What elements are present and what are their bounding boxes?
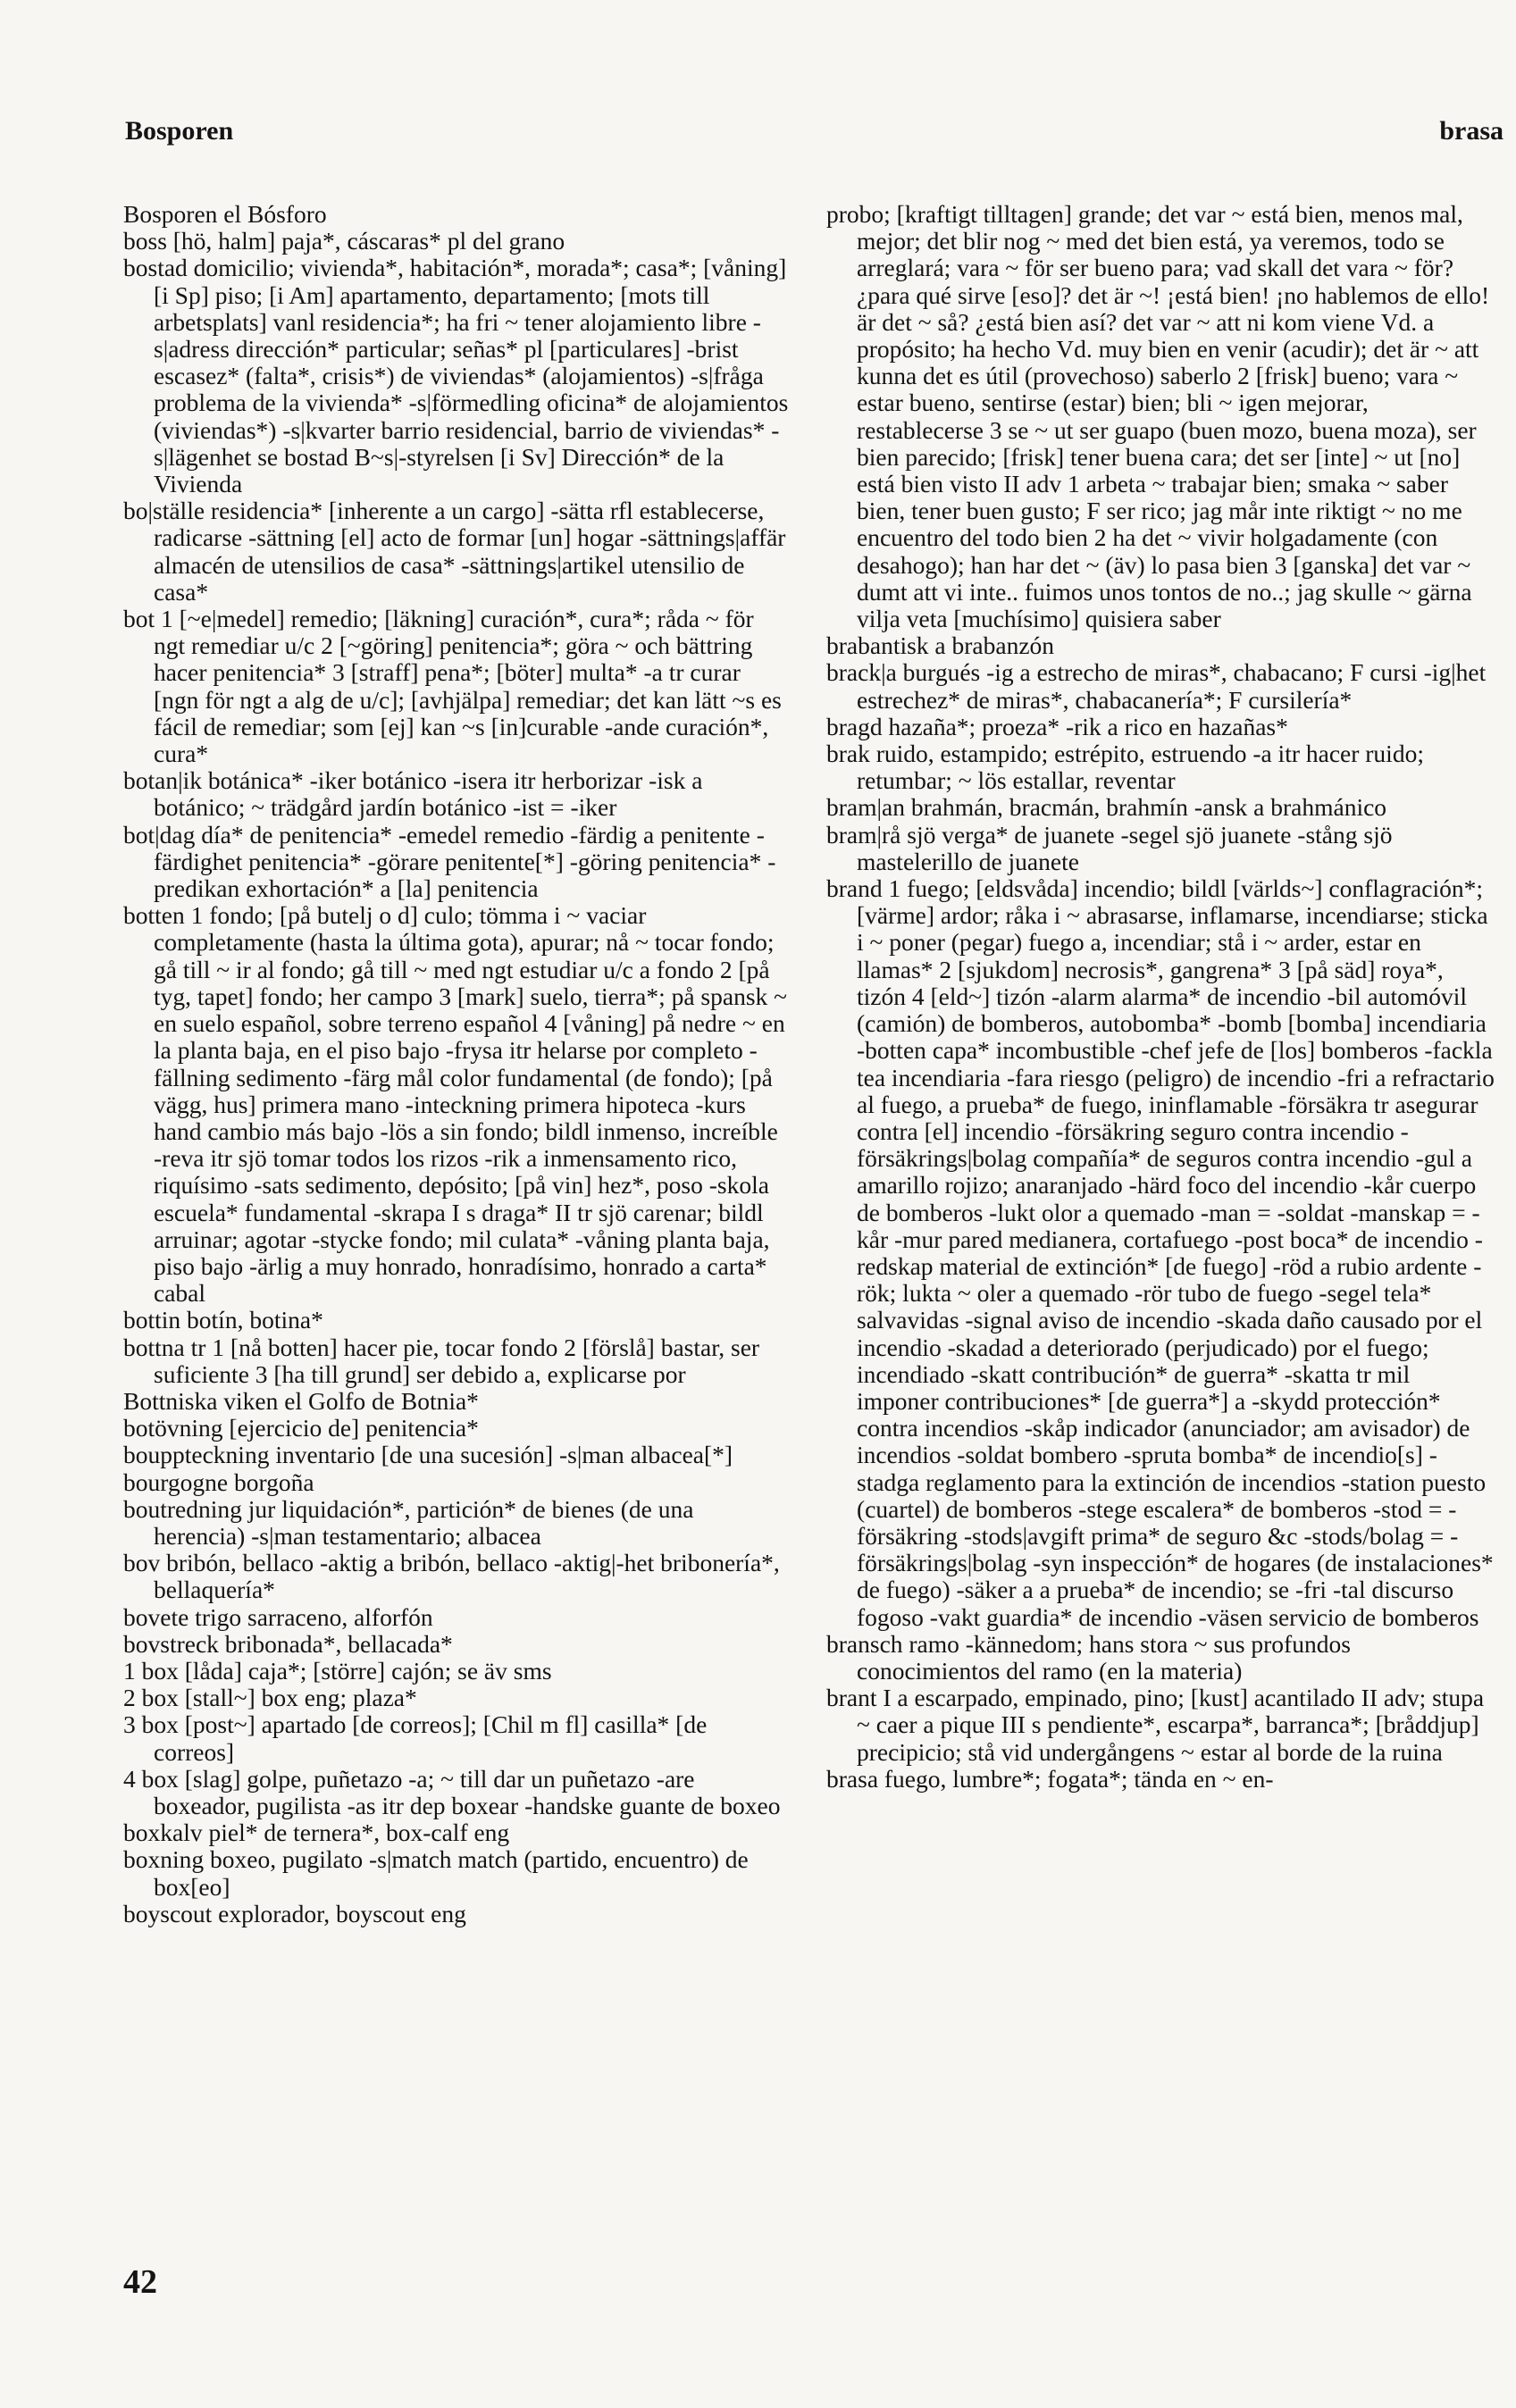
dictionary-entry: bransch ramo -kännedom; hans stora ~ sus profundos conocimientos del ramo (en la materia) [826, 1629, 1351, 1685]
dictionary-entry: 4 box [slag] golpe, puñetazo -a; ~ till dar un puñetazo -are boxeador, pugilista -as itr dep boxear -handske guante de boxeo [123, 1764, 781, 1819]
dictionary-entry: bottin botín, botina* [123, 1306, 323, 1334]
dictionary-entry: boutredning jur liquidación*, partición* de bienes (de una herencia) -s|man testamentario; albacea [123, 1494, 694, 1550]
dictionary-entry: boyscout explorador, boyscout eng [123, 1899, 466, 1927]
guide-word-left: Bosporen [125, 116, 234, 146]
dictionary-entry: bostad domicilio; vivienda*, habitación*, morada*; casa*; [våning] [i Sp] piso; [i Am] apartamento, departamento; [mots till arbetsplats] vanl residencia*; ha fri ~ tener alojamiento libre -s|adress dirección* particular; señas* pl [particulares] -brist escasez* (falta*, crisis*) de viviendas* (alojamientos) -s|fråga problema de la vivienda* -s|förmedling oficina* de alojamientos (viviendas*) -s|kvarter barrio residencial, barrio de viviendas* -s|lägenhet se bostad B~s|-styrelsen [i Sv] Dirección* de la Vivienda [123, 254, 789, 498]
dictionary-entry: bram|rå sjö verga* de juanete -segel sjö juanete -stång sjö mastelerillo de juanete [826, 820, 1393, 875]
right-column [826, 201, 1495, 1793]
dictionary-entry: bovstreck bribonada*, bellacada* [123, 1629, 453, 1658]
dictionary-entry: Bottniska viken el Golfo de Botnia* [123, 1386, 479, 1415]
dictionary-entry: botten 1 fondo; [på butelj o d] culo; tömma i ~ vaciar completamente (hasta la última gota), apurar; nå ~ tocar fondo; gå till ~ ir al fondo; gå till ~ med ngt estudiar u/c a fondo 2 [på tyg, tapet] fondo; her campo 3 [mark] suelo, tierra*; på spansk ~ en suelo español, sobre terreno español 4 [våning] på nedre ~ en la planta baja, en el piso bajo -frysa itr helarse por completo -fällning sedimento -färg mål color fundamental (de fondo); [på vägg, hus] primera mano -inteckning primera hipoteca -kurs hand cambio más bajo -lös a sin fondo; bildl inmenso, increíble -reva itr sjö tomar todos los rizos -rik a inmensamento rico, riquísimo -sats sedimento, depósito; [på vin] hez*, poso -skola escuela* fundamental -skrapa I s draga* II tr sjö carenar; bildl arruinar; agotar -stycke fondo; mil culata* -våning planta baja, piso bajo -ärlig a muy honrado, honradísimo, honrado a carta* cabal [123, 901, 788, 1308]
dictionary-entry: bragd hazaña*; proeza* -rik a rico en hazañas* [826, 712, 1288, 740]
dictionary-entry: 2 box [stall~] box eng; plaza* [123, 1684, 417, 1712]
dictionary-entry: bot 1 [~e|medel] remedio; [läkning] curación*, cura*; råda ~ för ngt remediar u/c 2 [~göring] penitencia*; göra ~ och bättring hacer penitencia* 3 [straff] pena*; [böter] multa* -a tr curar [ngn för ngt a alg de u/c]; [avhjälpa] remediar; det kan lätt ~s es fácil de remediar; som [ej] kan ~s [in]curable -ande curación*, cura* [123, 605, 782, 768]
dictionary-entry: botan|ik botánica* -iker botánico -isera itr herborizar -isk a botánico; ~ trädgård jardín botánico -ist = -iker [123, 766, 703, 822]
dictionary-entry: 3 box [post~] apartado [de correos]; [Chil m fl] casilla* [de correos] [123, 1710, 708, 1766]
dictionary-entry: boss [hö, halm] paja*, cáscaras* pl del grano [123, 227, 565, 255]
dictionary-entry: bouppteckning inventario [de una sucesión] -s|man albacea[*] [123, 1441, 733, 1469]
left-column [123, 201, 789, 1927]
dictionary-entry: boxkalv piel* de ternera*, box-calf eng [123, 1819, 510, 1847]
dictionary-entry: brasa fuego, lumbre*; fogata*; tända en ~ en- [826, 1764, 1274, 1793]
dictionary-entry: botövning [ejercicio de] penitencia* [123, 1414, 479, 1442]
dictionary-entry: Bosporen el Bósforo [123, 200, 327, 228]
dictionary-entry: bov bribón, bellaco -aktig a bribón, bellaco -aktig|-het bribonería*, bellaquería* [123, 1549, 780, 1604]
guide-word-right: brasa [1439, 116, 1503, 146]
page-number: 42 [123, 2263, 157, 2301]
dictionary-entry: bram|an brahmán, bracmán, brahmín -ansk a brahmánico [826, 793, 1387, 822]
dictionary-entry: brabantisk a brabanzón [826, 631, 1055, 660]
dictionary-entry: brand 1 fuego; [eldsvåda] incendio; bildl [världs~] conflagración*; [värme] ardor; råka i ~ abrasarse, inflamarse, incendiarse; sticka i ~ poner (pegar) fuego a, incendiar; stå i ~ arder, estar en llamas* 2 [sjukdom] necrosis*, gangrena* 3 [på säd] roya*, tizón 4 [eld~] tizón -alarm alarma* de incendio -bil automóvil (camión) de bomberos, autobomba* -bomb [bomba] incendiaria -botten capa* incombustible -chef jefe de [los] bomberos -fackla tea incendiaria -fara riesgo (peligro) de incendio -fri a refractario al fuego, a prueba* de fuego, ininflamable -försäkra tr asegurar contra [el] incendio -försäkring seguro contra incendio -försäkrings|bolag compañía* de seguros contra incendio -gul a amarillo rojizo; anaranjado -härd foco del incendio -kår cuerpo de bomberos -lukt olor a quemado -man = -soldat -manskap = -kår -mur pared medianera, cortafuego -post boca* de incendio -redskap material de extinción* [de fuego] -röd a rubio ardente -rök; lukta ~ oler a quemado -rör tubo de fuego -segel tela* salvavidas -signal aviso de incendio -skada daño causado por el incendio -skadad a deteriorado (perjudicado) por el fuego; incendiado -skatt contribución* de guerra* -skatta tr mil imponer contribuciones* [de guerra*] a -skydd protección* contra incendios -skåp indicador (anunciador; am avisador) de incendios -soldat bombero -spruta bomba* de incendio[s] -stadga reglamento para la extinción de incendios -station puesto (cuartel) de bomberos -stege escalera* de bomberos -stod = -försäkring -stods|avgift prima* de seguro &c -stods/bolag = -försäkrings|bolag -syn inspección* de hogares (de instalaciones* de fuego) -säker a a prueba* de incendio; se -fri -tal discurso fogoso -vakt guardia* de incendio -väsen servicio de bomberos [826, 874, 1495, 1631]
dictionary-entry: brant I a escarpado, empinado, pino; [kust] acantilado II adv; stupa ~ caer a pique III s pendiente*, escarpa*, barranca*; [bråddjup] precipicio; stå vid undergångens ~ estar al borde de la ruina [826, 1684, 1485, 1766]
dictionary-entry: bovete trigo sarraceno, alforfón [123, 1602, 433, 1631]
dictionary-entry: brack|a burgués -ig a estrecho de miras*, chabacano; F cursi -ig|het estrechez* de miras*, chabacanería*; F cursilería* [826, 658, 1487, 714]
dictionary-entry: probo; [kraftigt tilltagen] grande; det var ~ está bien, menos mal, mejor; det blir nog ~ med det bien está, ya veremos, todo se arreglará; vara ~ för ser bueno para; vad skall det vara ~ för? ¿para qué sirve [eso]? det är ~! ¡está bien! ¡no hablemos de ello! är det ~ så? ¿está bien así? det var ~ att ni kom viene Vd. a propósito; ha hecho Vd. muy bien en venir (acudir); det är ~ att kunna det es útil (provechoso) saberlo 2 [frisk] bueno; vara ~ estar bueno, sentirse (estar) bien; bli ~ igen mejorar, restablecerse 3 se ~ ut ser guapo (buen mozo, buena moza), ser bien parecido; [frisk] tener buena cara; det ser [inte] ~ ut [no] está bien visto II adv 1 arbeta ~ trabajar bien; smaka ~ saber bien, tener buen gusto; F ser rico; jag mår inte riktigt ~ no me encuentro del todo bien 2 ha det ~ vivir holgadamente (con desahogo); han har det ~ (äv) lo pasa bien 3 [ganska] det var ~ dumt att vi inte.. fuimos unos tontos de no..; jag skulle ~ gärna vilja veta [muchísimo] quisiera saber [826, 200, 1490, 633]
dictionary-entry: bo|ställe residencia* [inherente a un cargo] -sätta rfl establecerse, radicarse -sättning [el] acto de formar [un] hogar -sättnings|affär almacén de utensilios de casa* -sättnings|artikel utensilio de casa* [123, 497, 786, 606]
dictionary-entry: bot|dag día* de penitencia* -emedel remedio -färdig a penitente -färdighet penitencia* -görare penitente[*] -göring penitencia* -predikan exhortación* a [la] penitencia [123, 820, 776, 903]
dictionary-entry: 1 box [låda] caja*; [större] cajón; se äv sms [123, 1656, 552, 1685]
dictionary-entry: boxning boxeo, pugilato -s|match match (partido, encuentro) de box[eo] [123, 1845, 749, 1901]
dictionary-entry: bottna tr 1 [nå botten] hacer pie, tocar fondo 2 [förslå] bastar, ser suficiente 3 [ha till grund] ser debido a, explicarse por [123, 1333, 760, 1388]
dictionary-entry: brak ruido, estampido; estrépito, estruendo -a itr hacer ruido; retumbar; ~ lös estallar, reventar [826, 740, 1424, 795]
dictionary-entry: bourgogne borgoña [123, 1467, 314, 1496]
